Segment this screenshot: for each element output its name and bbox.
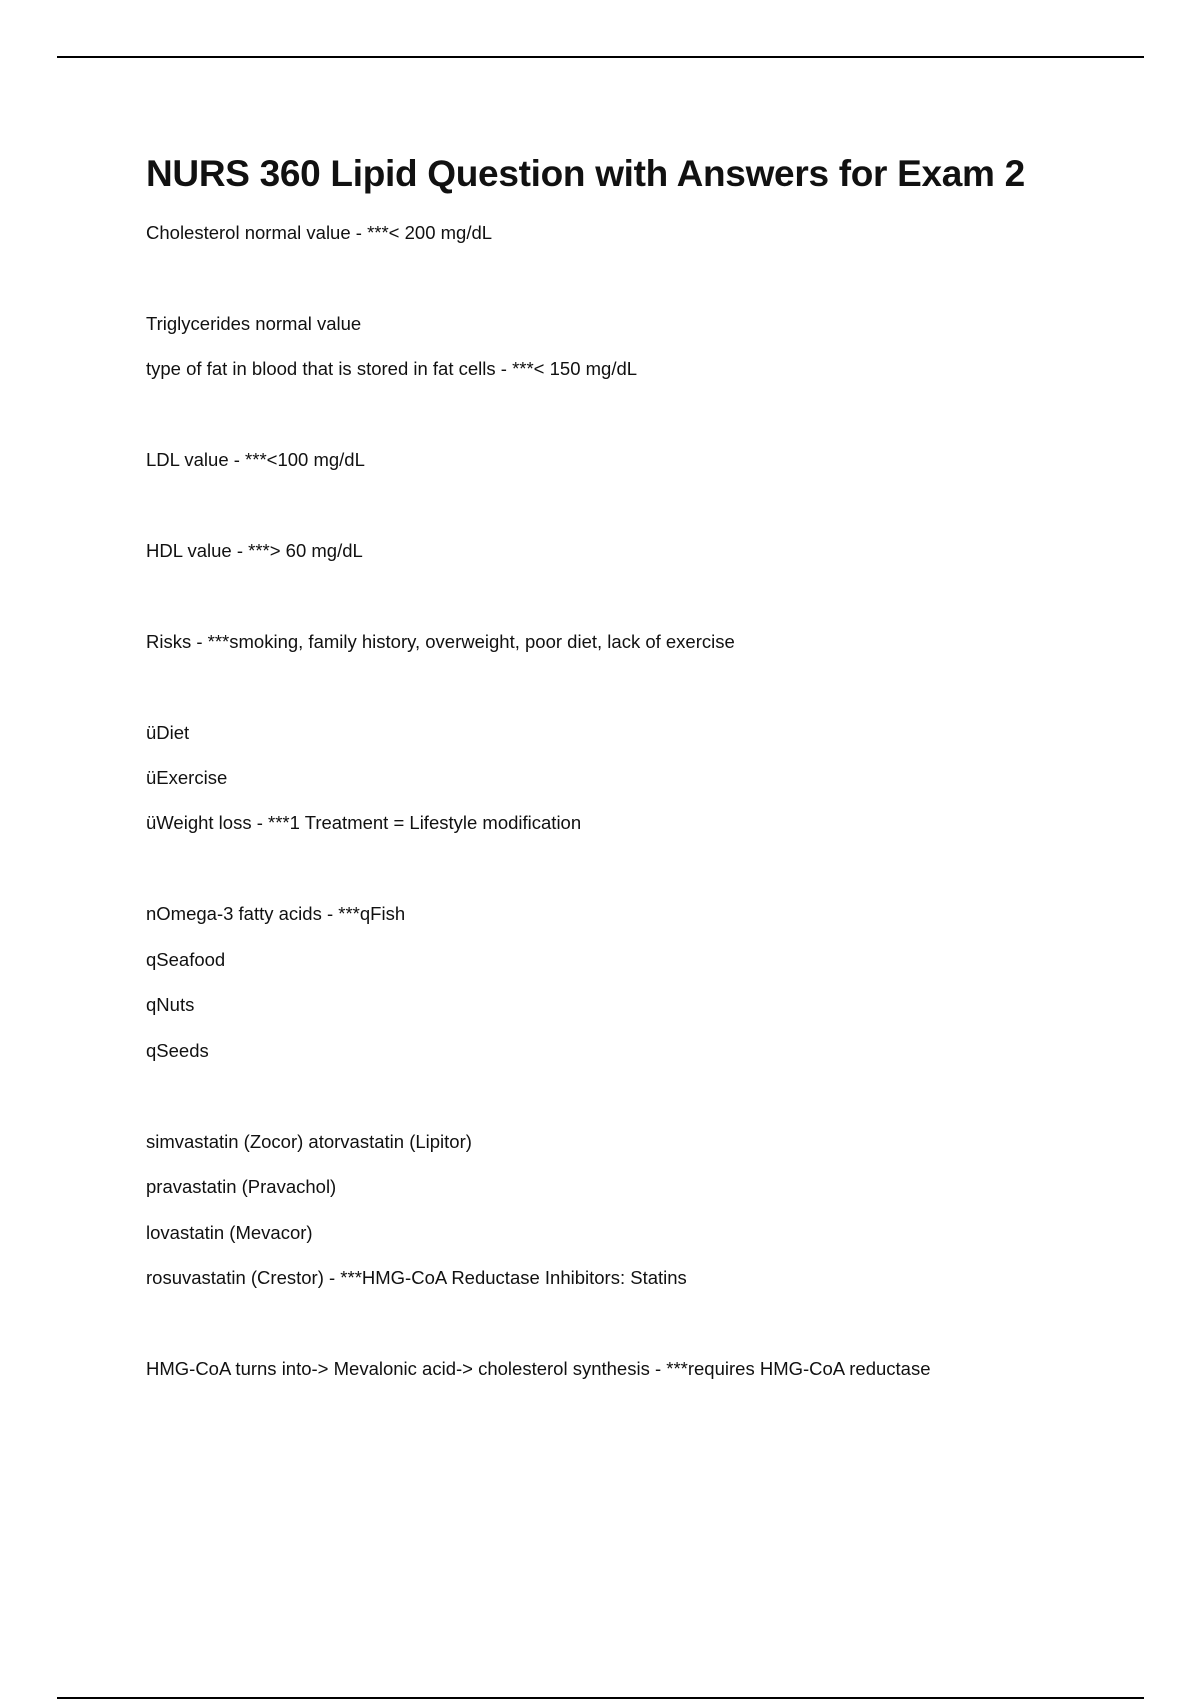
qa-line-weight-loss: üWeight loss - ***1 Treatment = Lifestyle modification [146, 812, 582, 833]
qa-line-triglycerides-answer: type of fat in blood that is stored in fat cells - ***< 150 mg/dL [146, 358, 638, 379]
qa-line-diet: üDiet [146, 722, 190, 743]
qa-line-nuts: qNuts [146, 994, 195, 1015]
header-rule [57, 56, 1144, 58]
qa-line-hmg-coa: HMG-CoA turns into-> Mevalonic acid-> cholesterol synthesis - ***requires HMG-CoA reductase [146, 1358, 931, 1379]
footer-rule [57, 1697, 1144, 1699]
qa-line-hdl: HDL value - ***> 60 mg/dL [146, 540, 363, 561]
page-title: NURS 360 Lipid Question with Answers for Exam 2 [146, 153, 1025, 194]
qa-line-lovastatin: lovastatin (Mevacor) [146, 1222, 313, 1243]
qa-line-simvastatin: simvastatin (Zocor) atorvastatin (Lipitor) [146, 1131, 472, 1152]
qa-line-triglycerides-question: Triglycerides normal value [146, 313, 362, 334]
qa-line-cholesterol: Cholesterol normal value - ***< 200 mg/dL [146, 222, 493, 243]
qa-line-seafood: qSeafood [146, 949, 226, 970]
qa-line-omega-3: nOmega-3 fatty acids - ***qFish [146, 903, 406, 924]
qa-line-rosuvastatin: rosuvastatin (Crestor) - ***HMG-CoA Reductase Inhibitors: Statins [146, 1267, 687, 1288]
qa-line-seeds: qSeeds [146, 1040, 209, 1061]
qa-line-ldl: LDL value - ***<100 mg/dL [146, 449, 365, 470]
qa-line-pravastatin: pravastatin (Pravachol) [146, 1176, 337, 1197]
qa-line-risks: Risks - ***smoking, family history, overweight, poor diet, lack of exercise [146, 631, 735, 652]
qa-line-exercise: üExercise [146, 767, 228, 788]
